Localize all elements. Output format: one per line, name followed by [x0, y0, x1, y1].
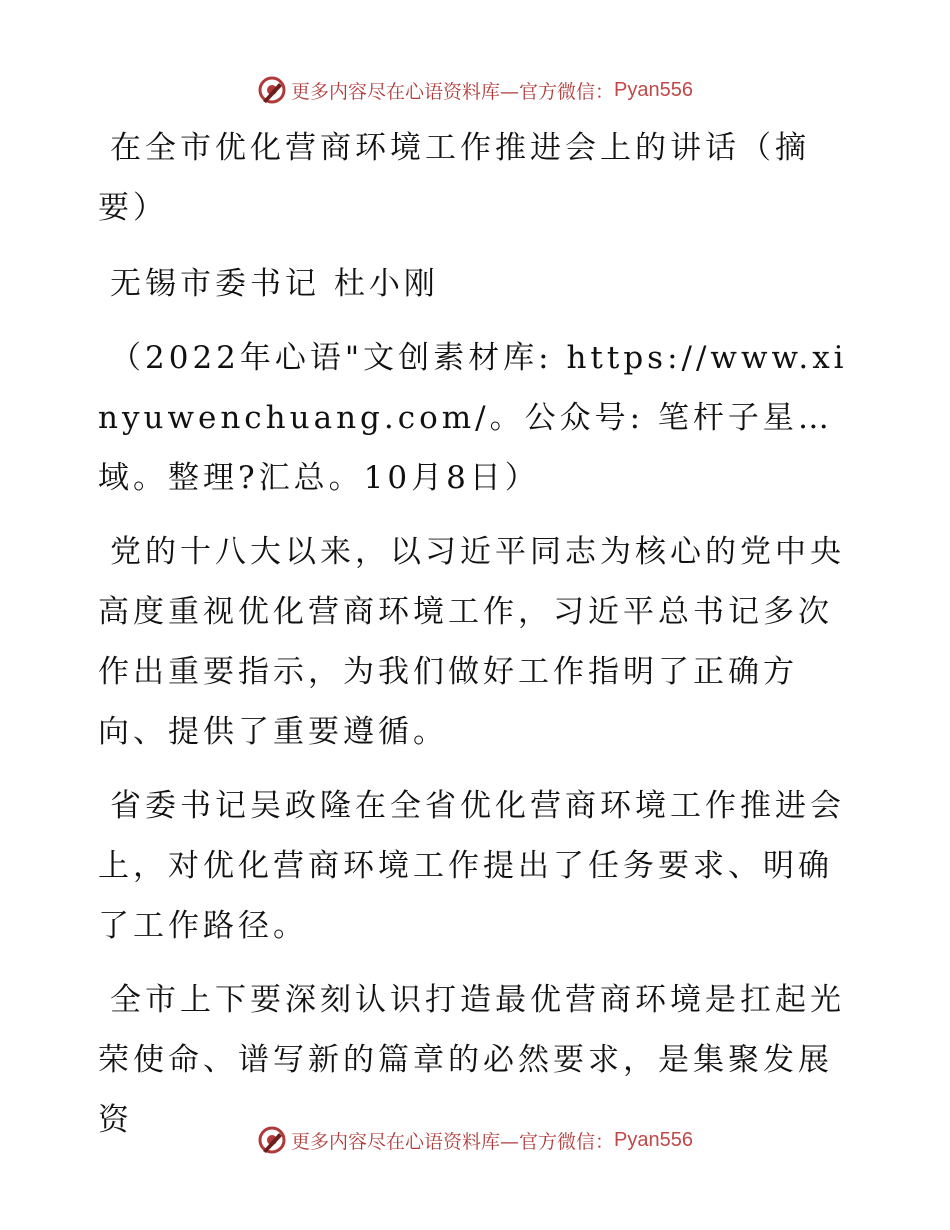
document-author: 无锡市委书记 杜小刚: [110, 266, 439, 302]
document-title: 在全市优化营商环境工作推进会上的讲话（摘要）: [98, 130, 810, 226]
paragraph-3: 全市上下要深刻认识打造最优营商环境是扛起光荣使命、谱写新的篇章的必然要求，是集聚发展资: [98, 982, 845, 1138]
banner-wechat-id: Pyan556: [614, 1128, 693, 1151]
header-banner: [0, 70, 950, 110]
document-source-note: （2022年心语"文创素材库: https://www.xinyuwenchuang.com/。公众号: 笔杆子星…域。整理?汇总。10月8日）: [98, 340, 848, 496]
document-body: [98, 118, 858, 1164]
logo-icon: [257, 75, 287, 105]
paragraph-2: 省委书记吴政隆在全省优化营商环境工作推进会上，对优化营商环境工作提出了任务要求、明确了工作路径。: [98, 788, 845, 944]
banner-wechat-id: Pyan556: [614, 78, 693, 101]
banner-site-text: 更多内容尽在心语资料库—官方微信：: [291, 80, 615, 103]
footer-banner: [0, 1120, 950, 1160]
logo-icon: [257, 1125, 287, 1155]
paragraph-1: 党的十八大以来，以习近平同志为核心的党中央高度重视优化营商环境工作，习近平总书记多次作出重要指示，为我们做好工作指明了正确方向、提供了重要遵循。: [98, 534, 845, 750]
banner-site-text: 更多内容尽在心语资料库—官方微信：: [291, 1130, 615, 1153]
